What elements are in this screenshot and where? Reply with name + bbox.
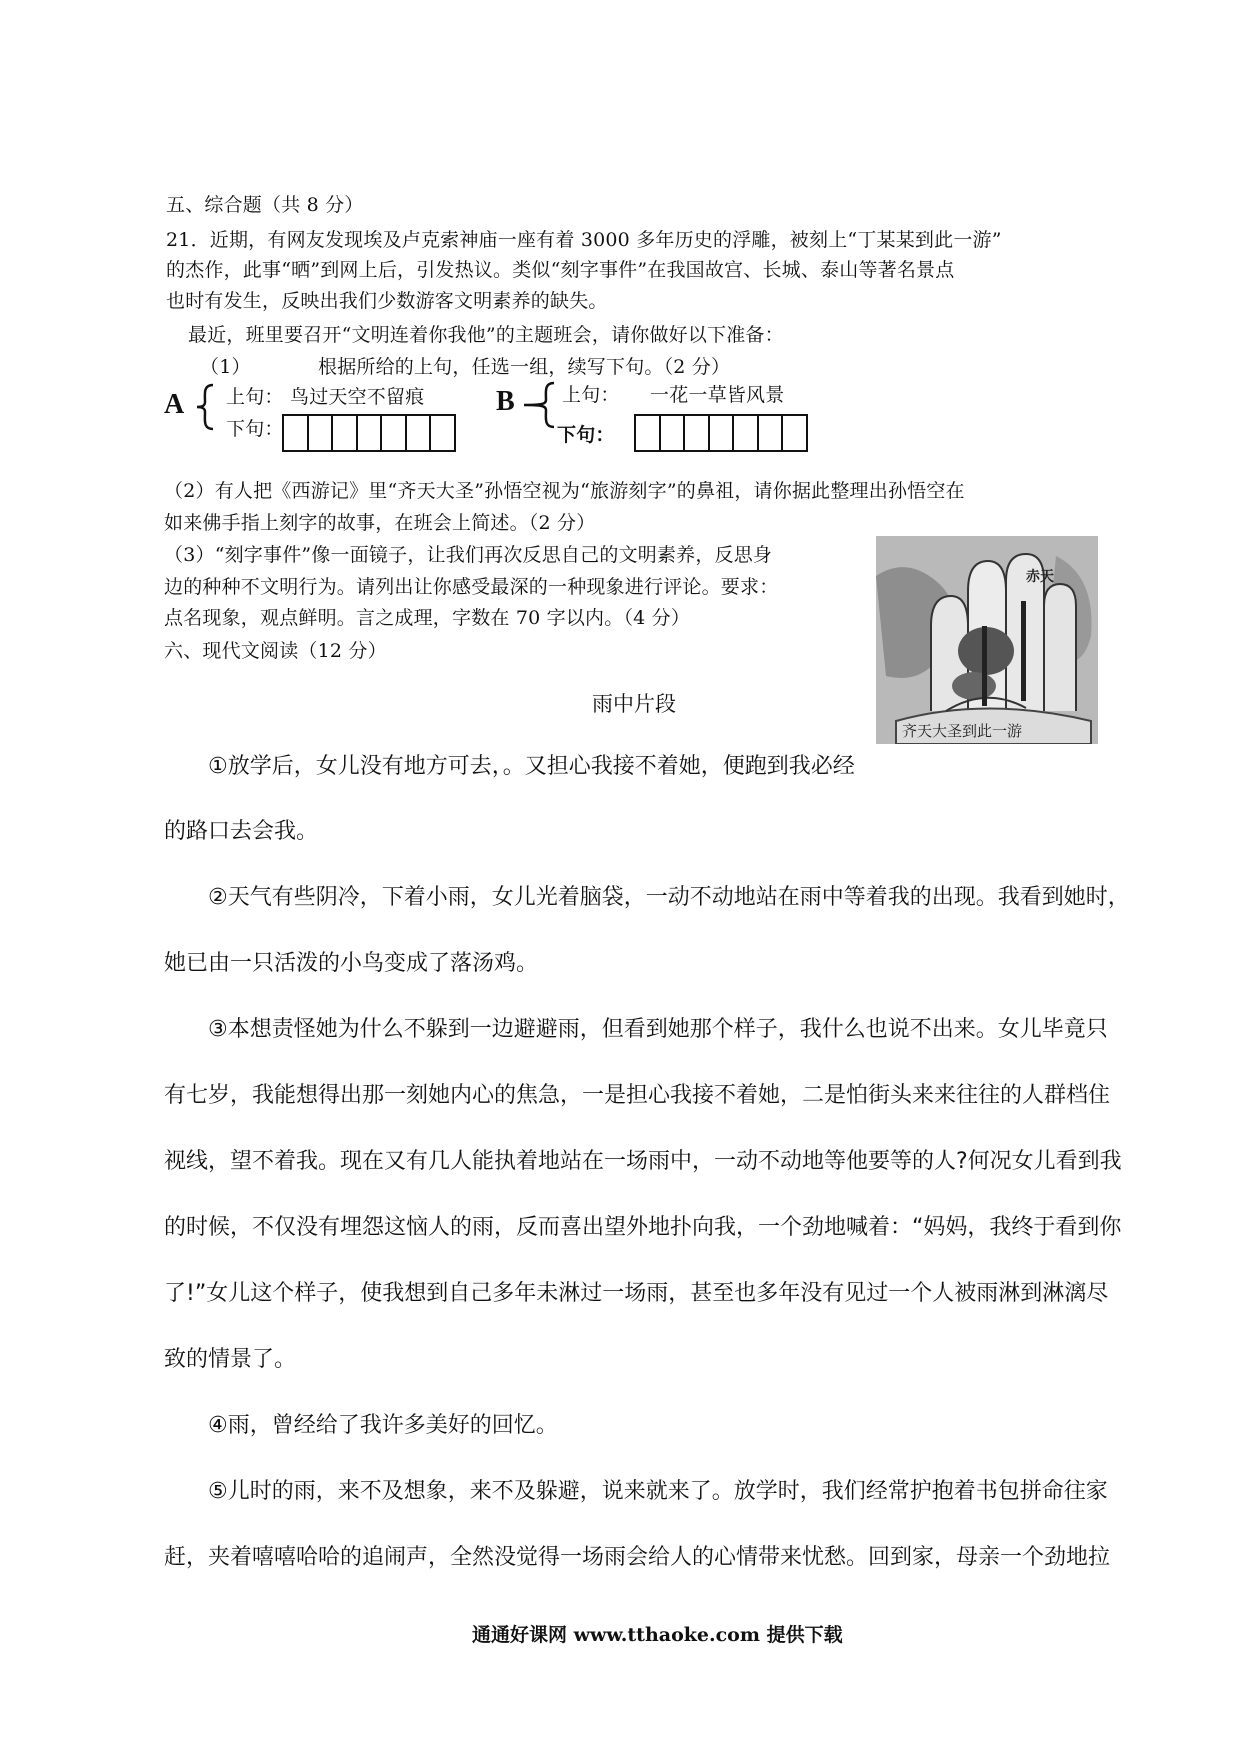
group-b-upper-label: 上句： — [562, 384, 620, 406]
paragraph-line: ⑤儿时的雨，来不及想象，来不及躲避，说来就来了。放学时，我们经常护抱着书包拼命往家 — [208, 1479, 1108, 1504]
paragraph-line: 她已由一只活泼的小鸟变成了落汤鸡。 — [164, 951, 539, 976]
q21-intro-line: 21．近期，有网友发现埃及卢克索神庙一座有着 3000 多年历史的浮雕，被刻上“丁某某到此一游” — [166, 229, 1002, 251]
section6-heading: 六、现代文阅读（12 分） — [164, 640, 387, 662]
paragraph-line: ③本想责怪她为什么不躲到一边避避雨，但看到她那个样子，我什么也说不出来。女儿毕竟只 — [208, 1017, 1108, 1042]
paragraph-line: 赶，夹着嘻嘻哈哈的追闹声，全然没觉得一场雨会给人的心情带来忧愁。回到家，母亲一个劲地拉 — [164, 1545, 1111, 1570]
group-b-lower-label: 下句： — [557, 424, 615, 446]
paragraph-line: 致的情景了。 — [164, 1347, 297, 1372]
finger-inscription: 赤天 — [1026, 569, 1054, 585]
sub3-line: 点名现象，观点鲜明。言之成理，字数在 70 字以内。（4 分） — [164, 607, 691, 629]
group-b-brace-icon — [520, 380, 560, 432]
group-a-letter: A — [164, 389, 185, 420]
sub1-number: （1） — [200, 356, 251, 378]
illustration-caption: 齐天大圣到此一游 — [902, 722, 1023, 740]
buddha-hand-icon — [876, 536, 1098, 744]
q21-task-line: 最近，班里要召开“文明连着你我他”的主题班会，请你做好以下准备： — [188, 324, 784, 346]
sub2-line: 如来佛手指上刻字的故事，在班会上简述。（2 分） — [164, 512, 596, 534]
q21-intro-line: 的杰作，此事“晒”到网上后，引发热议。类似“刻字事件”在我国故宫、长城、泰山等著名景点 — [166, 259, 955, 281]
paragraph-line: ④雨，曾经给了我许多美好的回忆。 — [208, 1413, 558, 1438]
monkey-king-illustration — [876, 536, 1098, 744]
section5-heading: 五、综合题（共 8 分） — [166, 194, 364, 216]
paragraph-line: ①放学后，女儿没有地方可去，。又担心我接不着她，便跑到我必经 — [208, 754, 855, 779]
paragraph-line: ②天气有些阴冷，下着小雨，女儿光着脑袋，一动不动地站在雨中等着我的出现。我看到她时， — [208, 885, 1130, 910]
group-a-brace-icon — [193, 382, 219, 432]
paragraph-line: 视线，望不着我。现在又有几人能执着地站在一场雨中，一动不动地等他要等的人?何况女儿看到我 — [164, 1149, 1122, 1174]
group-a-upper-text: 鸟过天空不留痕 — [290, 386, 425, 408]
group-b-letter: B — [496, 386, 515, 417]
group-a-answer-boxes[interactable] — [282, 414, 456, 452]
group-a-upper-label: 上句： — [226, 386, 284, 408]
paragraph-line: 的时候，不仅没有埋怨这恼人的雨，反而喜出望外地扑向我，一个劲地喊着：“妈妈，我终于看到你 — [164, 1215, 1122, 1240]
article-title: 雨中片段 — [592, 692, 676, 716]
group-b-upper-text: 一花一草皆风景 — [650, 384, 785, 406]
paragraph-line: 有七岁，我能想得出那一刻她内心的焦急，一是担心我接不着她，二是怕街头来来往往的人群档住 — [164, 1083, 1111, 1108]
sub3-line: 边的种种不文明行为。请列出让你感受最深的一种现象进行评论。要求： — [164, 576, 779, 598]
footer-source: 通通好课网 www.tthaoke.com 提供下载 — [472, 1624, 843, 1646]
group-b-answer-boxes[interactable] — [634, 414, 808, 452]
paragraph-line: 的路口去会我。 — [164, 819, 319, 844]
group-a-lower-label: 下句： — [226, 418, 284, 440]
sub3-line: （3）“刻字事件”像一面镜子，让我们再次反思自己的文明素养，反思身 — [164, 544, 773, 566]
paragraph-line: 了!”女儿这个样子，使我想到自己多年未淋过一场雨，甚至也多年没有见过一个人被雨淋到淋漓尽 — [164, 1281, 1109, 1306]
sub2-line: （2）有人把《西游记》里“齐天大圣”孙悟空视为“旅游刻字”的鼻祖，请你据此整理出孙悟空在 — [164, 480, 965, 502]
sub1-text: 根据所给的上句，任选一组，续写下句。（2 分） — [318, 356, 731, 378]
q21-intro-line: 也时有发生，反映出我们少数游客文明素养的缺失。 — [166, 290, 608, 312]
